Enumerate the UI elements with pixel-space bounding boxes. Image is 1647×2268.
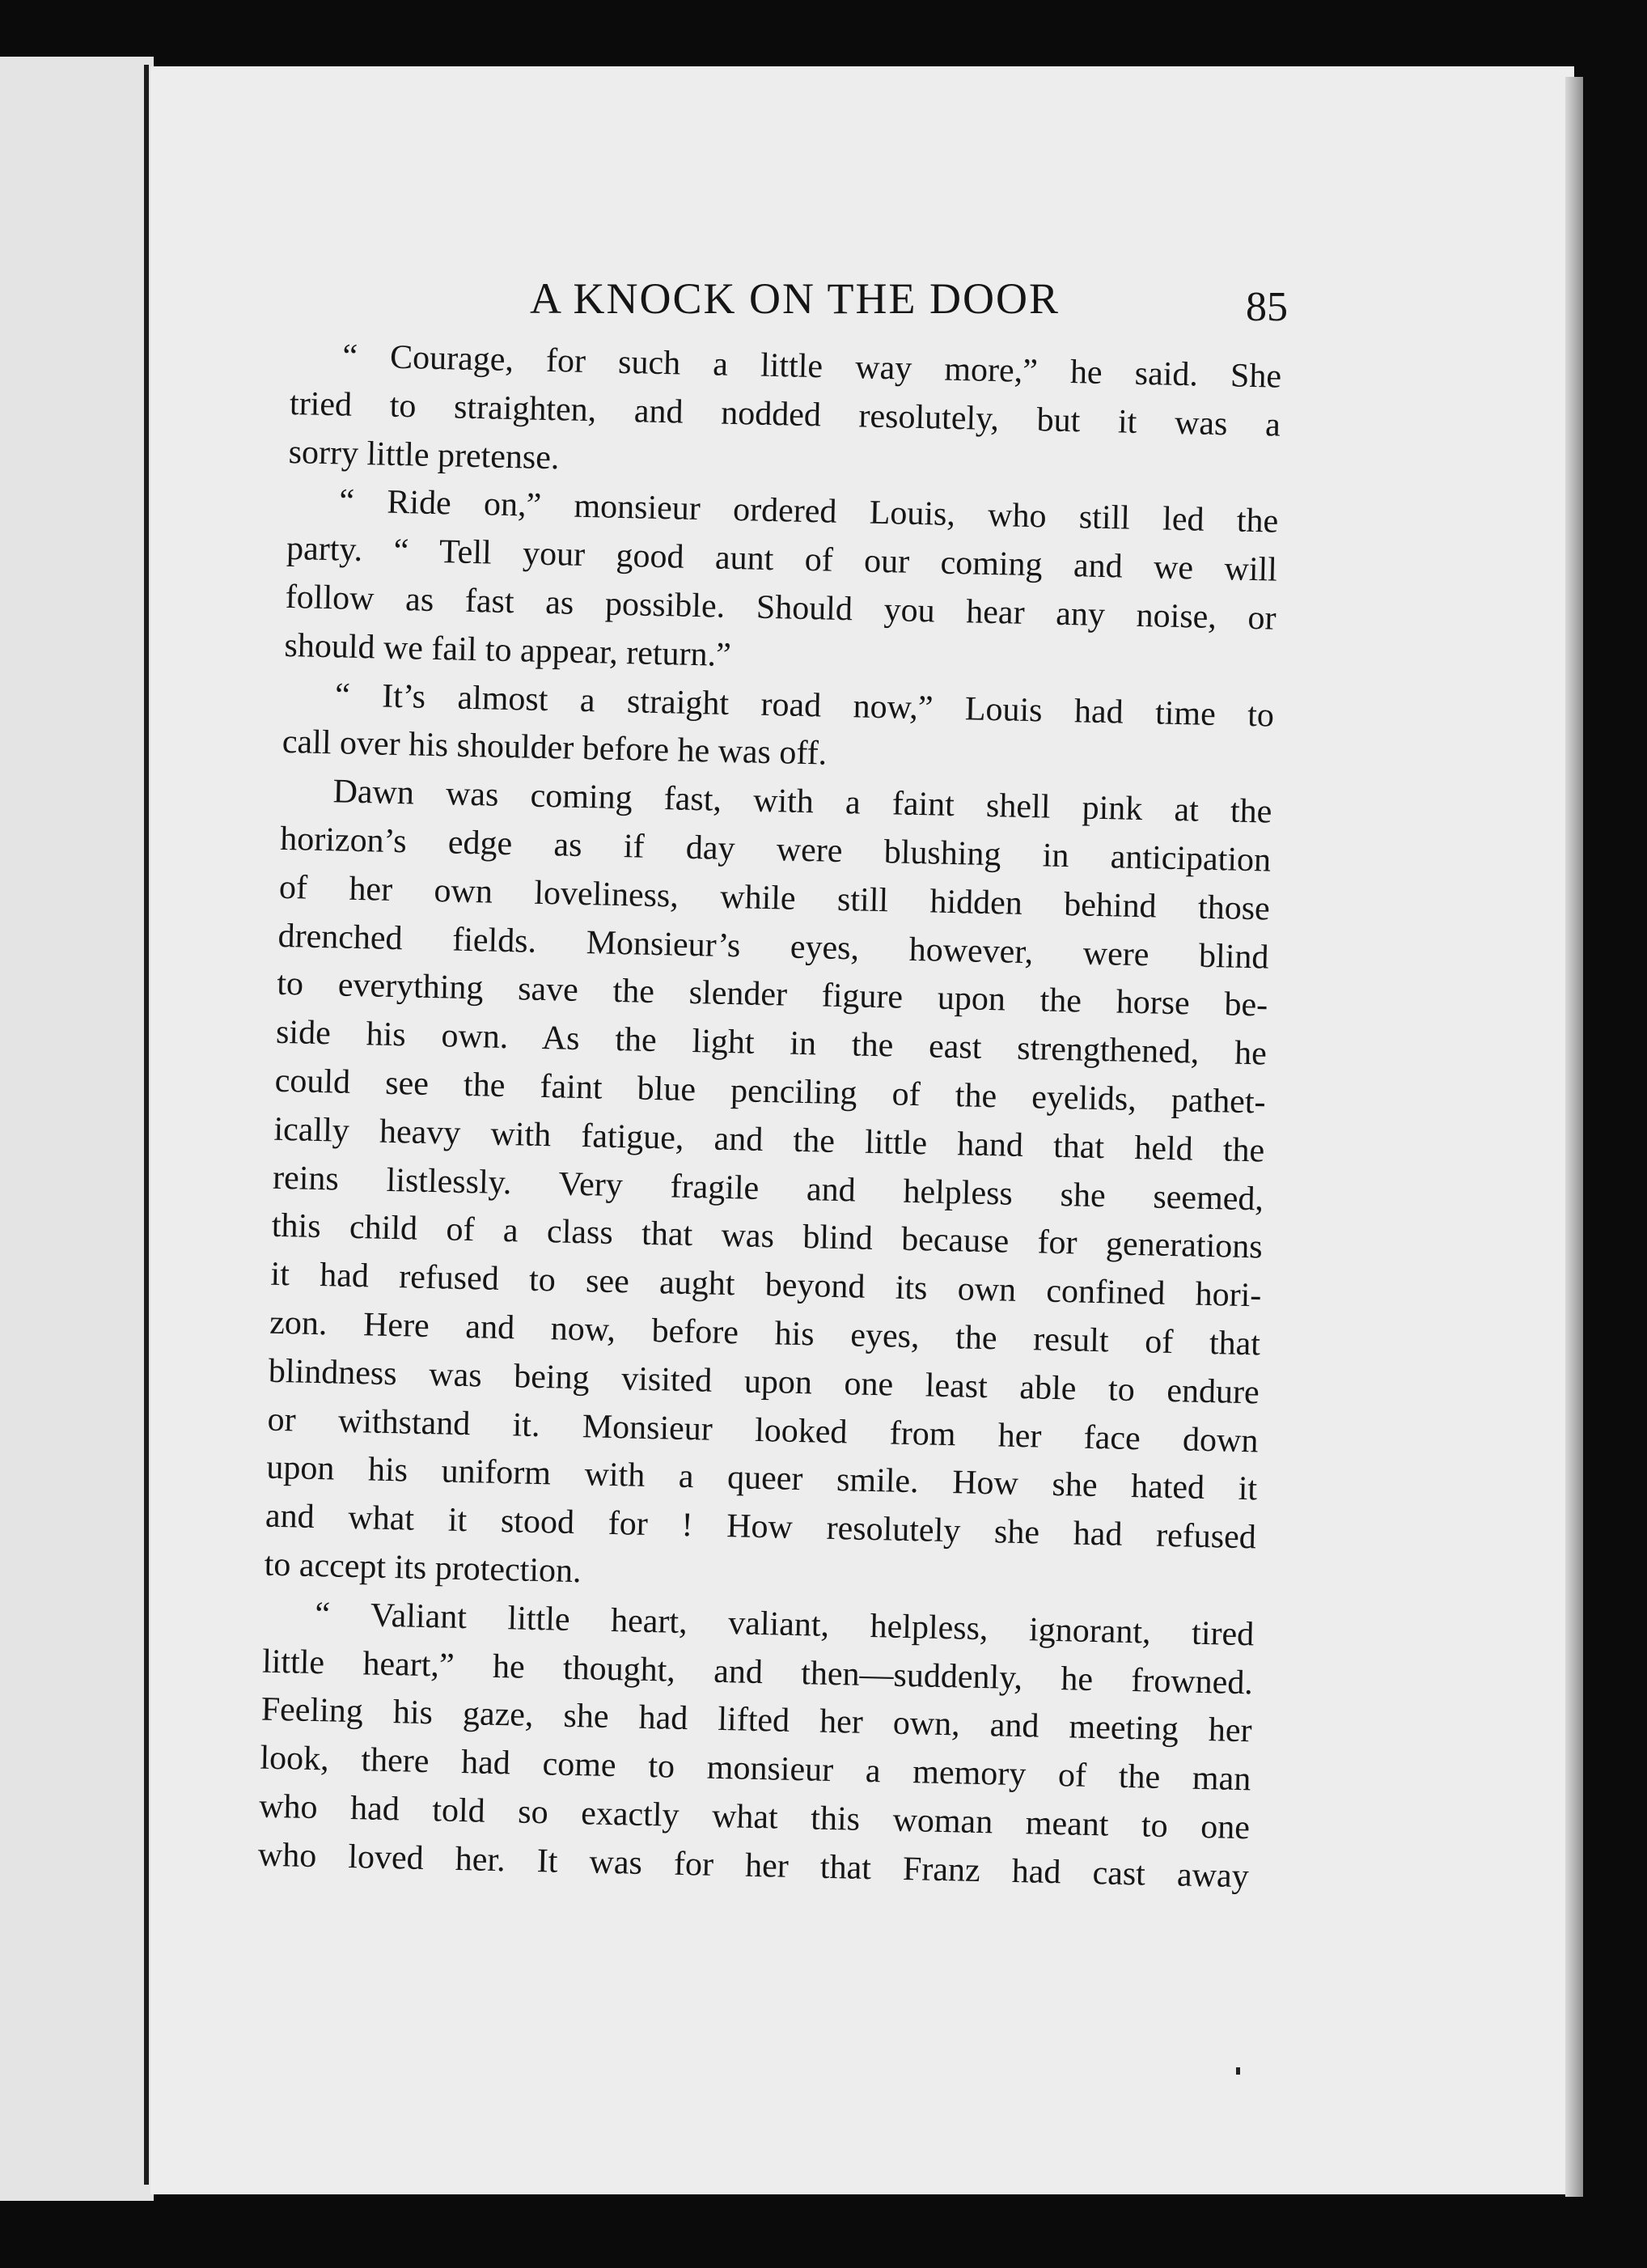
paragraph — [264, 767, 1272, 1611]
text-line: to everything save the slender figure upon the horse be- — [276, 965, 1268, 1024]
text-line: look, there had come to monsieur a memory of the man — [260, 1739, 1251, 1799]
text-line: Dawn was coming fast, with a faint shell pink at the — [332, 773, 1272, 831]
text-line: drenched fields. Monsieur’s eyes, however, were blind — [277, 917, 1269, 977]
text-line: Feeling his gaze, she had lifted her own, and meeting her — [260, 1690, 1253, 1750]
text-line: could see the faint blue penciling of the eyelids, pathet- — [274, 1062, 1267, 1121]
body-text — [257, 332, 1281, 1901]
text-line: upon his uniform with a queer smile. How she hated it — [265, 1448, 1258, 1508]
text-line: who loved her. It was for her that Franz had cast away — [257, 1836, 1250, 1895]
text-line: “ Courage, for such a little way more,” he said. She — [341, 337, 1282, 396]
paragraph — [288, 332, 1282, 498]
facing-page-edge — [0, 57, 154, 2201]
text-line: side his own. As the light in the east strengthened, he — [275, 1013, 1268, 1073]
text-line: follow as fast as possible. Should you hear any noise, or — [285, 578, 1277, 638]
paragraph — [284, 477, 1279, 692]
text-line: sorry little pretense. — [288, 433, 560, 477]
text-line: “ Valiant little heart, valiant, helpless, ignorant, tired — [314, 1595, 1255, 1654]
text-line: “ It’s almost a straight road now,” Louis had time to — [334, 676, 1275, 735]
text-line: zon. Here and now, before his eyes, the result of that — [269, 1304, 1261, 1363]
paragraph — [257, 1589, 1255, 1901]
text-line: ically heavy with fatigue, and the little hand that held the — [273, 1110, 1265, 1170]
text-line: should we fail to appear, return.” — [284, 626, 732, 674]
text-line: who had told so exactly what this woman meant to one — [258, 1787, 1251, 1847]
text-line: blindness was being visited upon one least able to endure — [268, 1352, 1260, 1412]
text-line: call over his shoulder before he was off. — [282, 723, 828, 773]
text-line: little heart,” he thought, and then—suddenly, he frowned. — [261, 1643, 1254, 1702]
text-line: to accept its protection. — [264, 1545, 582, 1591]
book-gutter — [144, 65, 149, 2185]
text-line: of her own loveliness, while still hidden behind those — [278, 868, 1271, 928]
text-line: tried to straighten, and nodded resolutely, but it was a — [289, 384, 1281, 444]
text-line: or withstand it. Monsieur looked from her face down — [267, 1401, 1259, 1460]
running-head-title: A KNOCK ON THE DOOR — [530, 274, 1061, 323]
text-line: and what it stood for ! How resolutely she had refused — [265, 1497, 1257, 1557]
text-line: horizon’s edge as if day were blushing in anticipation — [279, 820, 1272, 880]
page-number: 85 — [1246, 284, 1288, 330]
text-line: this child of a class that was blind because for generations — [271, 1207, 1264, 1266]
text-line: party. “ Tell your good aunt of our coming and we will — [286, 530, 1278, 589]
scan-speck — [1236, 2067, 1240, 2075]
text-line: “ Ride on,” monsieur ordered Louis, who still led the — [338, 482, 1279, 541]
page-edge-shadow — [1565, 77, 1583, 2197]
text-line: it had refused to see aught beyond its own confined hori- — [270, 1255, 1262, 1315]
text-line: reins listlessly. Very fragile and helpless she seemed, — [272, 1159, 1264, 1219]
